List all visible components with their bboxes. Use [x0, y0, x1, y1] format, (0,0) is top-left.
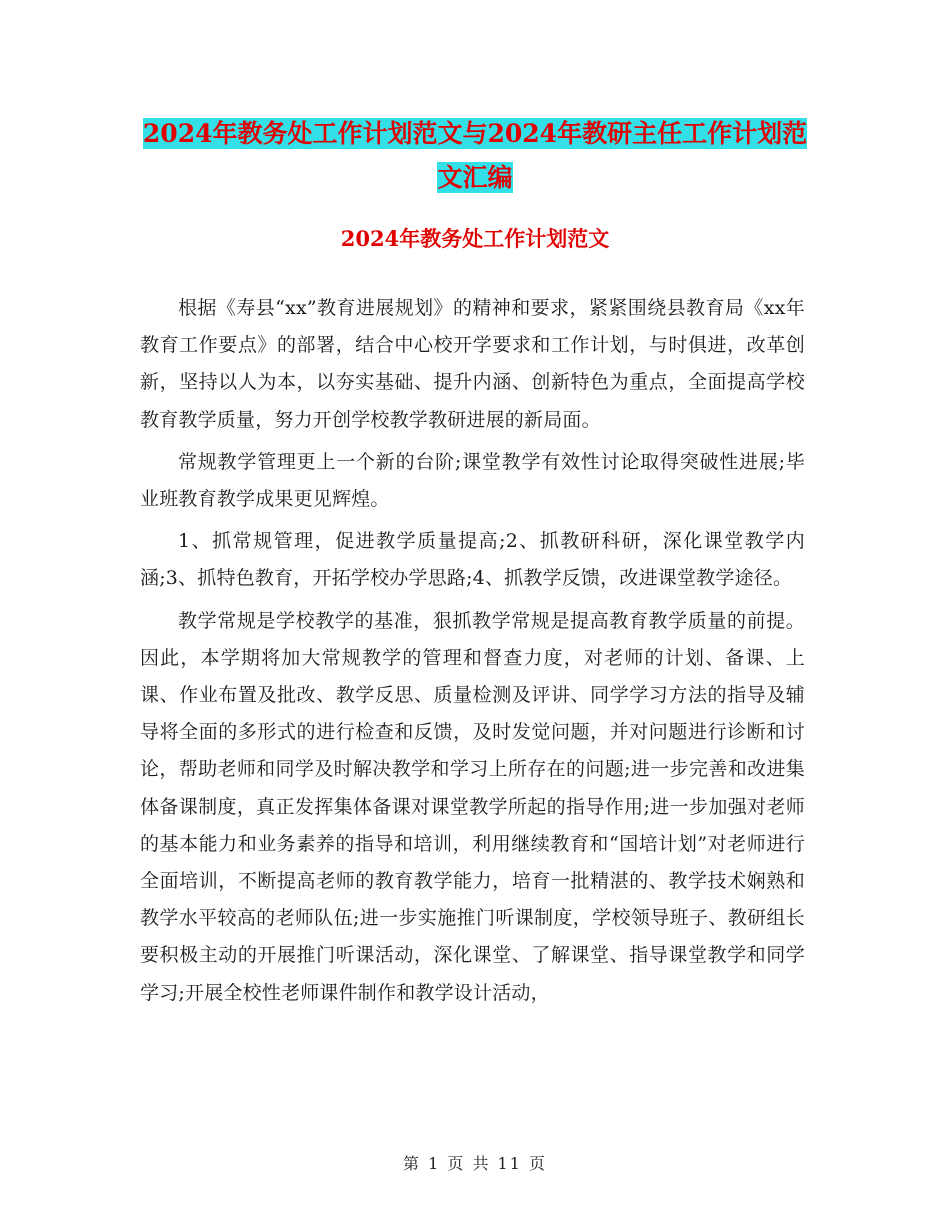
document-body: [140, 290, 805, 1017]
paragraph: 根据《寿县“xx”教育进展规划》的精神和要求，紧紧围绕县教育局《xx年教育工作要点》的部署，结合中心校开学要求和工作计划，与时俱进，改革创新，坚持以人为本，以夯实基础、提升内涵、创新特色为重点，全面提高学校教育教学质量，努力开创学校教学教研进展的新局面。: [140, 297, 805, 431]
paragraph: 1、抓常规管理，促进教学质量提高;2、抓教研科研，深化课堂教学内涵;3、抓特色教育，开拓学校办学思路;4、抓教学反馈，改进课堂教学途径。: [140, 530, 805, 590]
paragraph: 常规教学管理更上一个新的台阶;课堂教学有效性讨论取得突破性进展;毕业班教育教学成果更见辉煌。: [140, 450, 805, 511]
document-title: [140, 112, 810, 200]
section-title: 2024年教务处工作计划范文: [340, 226, 610, 251]
page-footer: 第 1 页 共 11 页: [403, 1154, 547, 1173]
paragraph: 教学常规是学校教学的基准，狠抓教学常规是提高教育教学质量的前提。因此，本学期将加大常规教学的管理和督查力度，对老师的计划、备课、上课、作业布置及批改、教学反思、质量检测及评讲、同学学习方法的指导及辅导将全面的多形式的进行检查和反馈，及时发觉问题，并对问题进行诊断和讨论，帮助老师和同学及时解决教学和学习上所存在的问题;进一步完善和改进集体备课制度，真正发挥集体备课对课堂教学所起的指导作用;进一步加强对老师的基本能力和业务素养的指导和培训，利用继续教育和“国培计划”对老师进行全面培训，不断提高老师的教育教学能力，培育一批精湛的、教学技术娴熟和教学水平较高的老师队伍;进一步实施推门听课制度，学校领导班子、教研组长要积极主动的开展推门听课活动，深化课堂、了解课堂、指导课堂教学和同学学习;开展全校性老师课件制作和教学设计活动，: [140, 609, 805, 1004]
document-title-text: 2024年教务处工作计划范文与2024年教研主任工作计划范文汇编: [142, 119, 808, 192]
